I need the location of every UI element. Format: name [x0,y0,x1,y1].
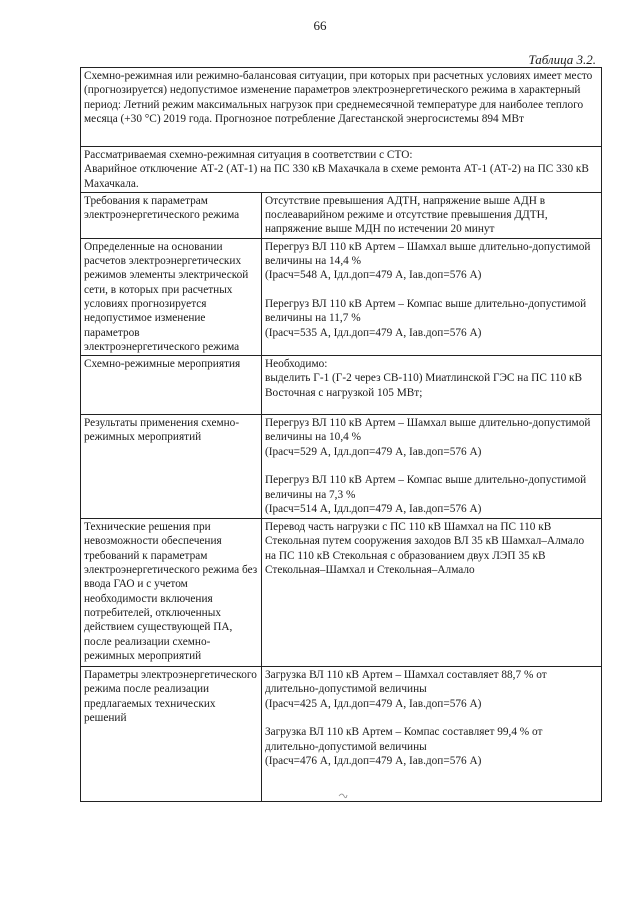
row-label: Параметры электроэнергетического режима после реализации предлагаемых технических решений [81,667,262,802]
row-label: Результаты применения схемно-режимных мероприятий [81,415,262,519]
table-row [81,356,602,415]
scenario-description: Схемно-режимная или режимно-балансовая ситуации, при которых при расчетных условиях имеет место (прогнозируется) недопустимое изменение параметров электроэнергетического режима в характерный период: Летний режим максимальных нагрузок при среднемесячной температуре для наиболее теплого месяца (+30 °С) 2019 года. Прогнозное потребление Дагестанской энергосистемы 894 МВт [81,68,602,147]
row-label: Схемно-режимные мероприятия [81,356,262,415]
scenario-table [80,67,602,802]
row-label: Требования к параметрам электроэнергетического режима [81,192,262,238]
table-row [81,415,602,519]
row-value: Перевод часть нагрузки с ПС 110 кВ Шамхал на ПС 110 кВ Стекольная путем сооружения заходов ВЛ 35 кВ Шамхал–Алмало на ПС 110 кВ Стекольная с образованием двух ЛЭП 35 кВ Стекольная–Шамхал и Стекольная–Алмало [262,519,602,667]
table-row [81,238,602,355]
row-value: Загрузка ВЛ 110 кВ Артем – Шамхал составляет 88,7 % от длительно-допустимой величины (Iрасч=425 А, Iдл.доп=479 А, Iав.доп=576 А) Загрузка ВЛ 110 кВ Артем – Компас составляет 99,4 % от длительно-допустимой величины (Iрасч=476 А, Iдл.доп=479 А, Iав.доп=576 А) [262,667,602,802]
table-row [81,667,602,802]
row-value: Необходимо: выделить Г-1 (Г-2 через СВ-110) Миатлинской ГЭС на ПС 110 кВ Восточная с нагрузкой 105 МВт; [262,356,602,415]
page-number: 66 [313,18,327,33]
row-label: Определенные на основании расчетов электроэнергетических режимов элементы электрической сети, в которых при расчетных условиях прогнозируется недопустимое изменение параметров электроэнергетического режима [81,238,262,355]
table-row [81,68,602,147]
row-label: Технические решения при невозможности обеспечения требований к параметрам электроэнергетического режима без ввода ГАО и с учетом необходимости включения потребителей, отключенных действием существующей ПА, после реализации схемно-режимных мероприятий [81,519,262,667]
table-caption: Таблица 3.2. [528,52,596,67]
table-row [81,147,602,193]
row-value: Перегруз ВЛ 110 кВ Артем – Шамхал выше длительно-допустимой величины на 14,4 % (Iрасч=548 А, Iдл.доп=479 А, Iав.доп=576 А) Перегруз ВЛ 110 кВ Артем – Компас выше длительно-допустимой величины на 11,7 % (Iрасч=535 А, Iдл.доп=479 А, Iав.доп=576 А) [262,238,602,355]
row-value: Отсутствие превышения АДТН, напряжение выше АДН в послеаварийном режиме и отсутствие превышения ДДТН, напряжение выше МДН по истечении 20 минут [262,192,602,238]
row-value: Перегруз ВЛ 110 кВ Артем – Шамхал выше длительно-допустимой величины на 10,4 % (Iрасч=529 А, Iдл.доп=479 А, Iав.доп=576 А) Перегруз ВЛ 110 кВ Артем – Компас выше длительно-допустимой величины на 7,3 % (Iрасч=514 А, Iдл.доп=479 А, Iав.доп=576 А) [262,415,602,519]
signature-mark [338,790,348,802]
table-row [81,192,602,238]
table-row [81,519,602,667]
situation-description: Рассматриваемая схемно-режимная ситуация в соответствии с СТО: Аварийное отключение АТ-2 (АТ-1) на ПС 330 кВ Махачкала в схеме ремонта АТ-1 (АТ-2) на ПС 330 кВ Махачкала. [81,147,602,193]
